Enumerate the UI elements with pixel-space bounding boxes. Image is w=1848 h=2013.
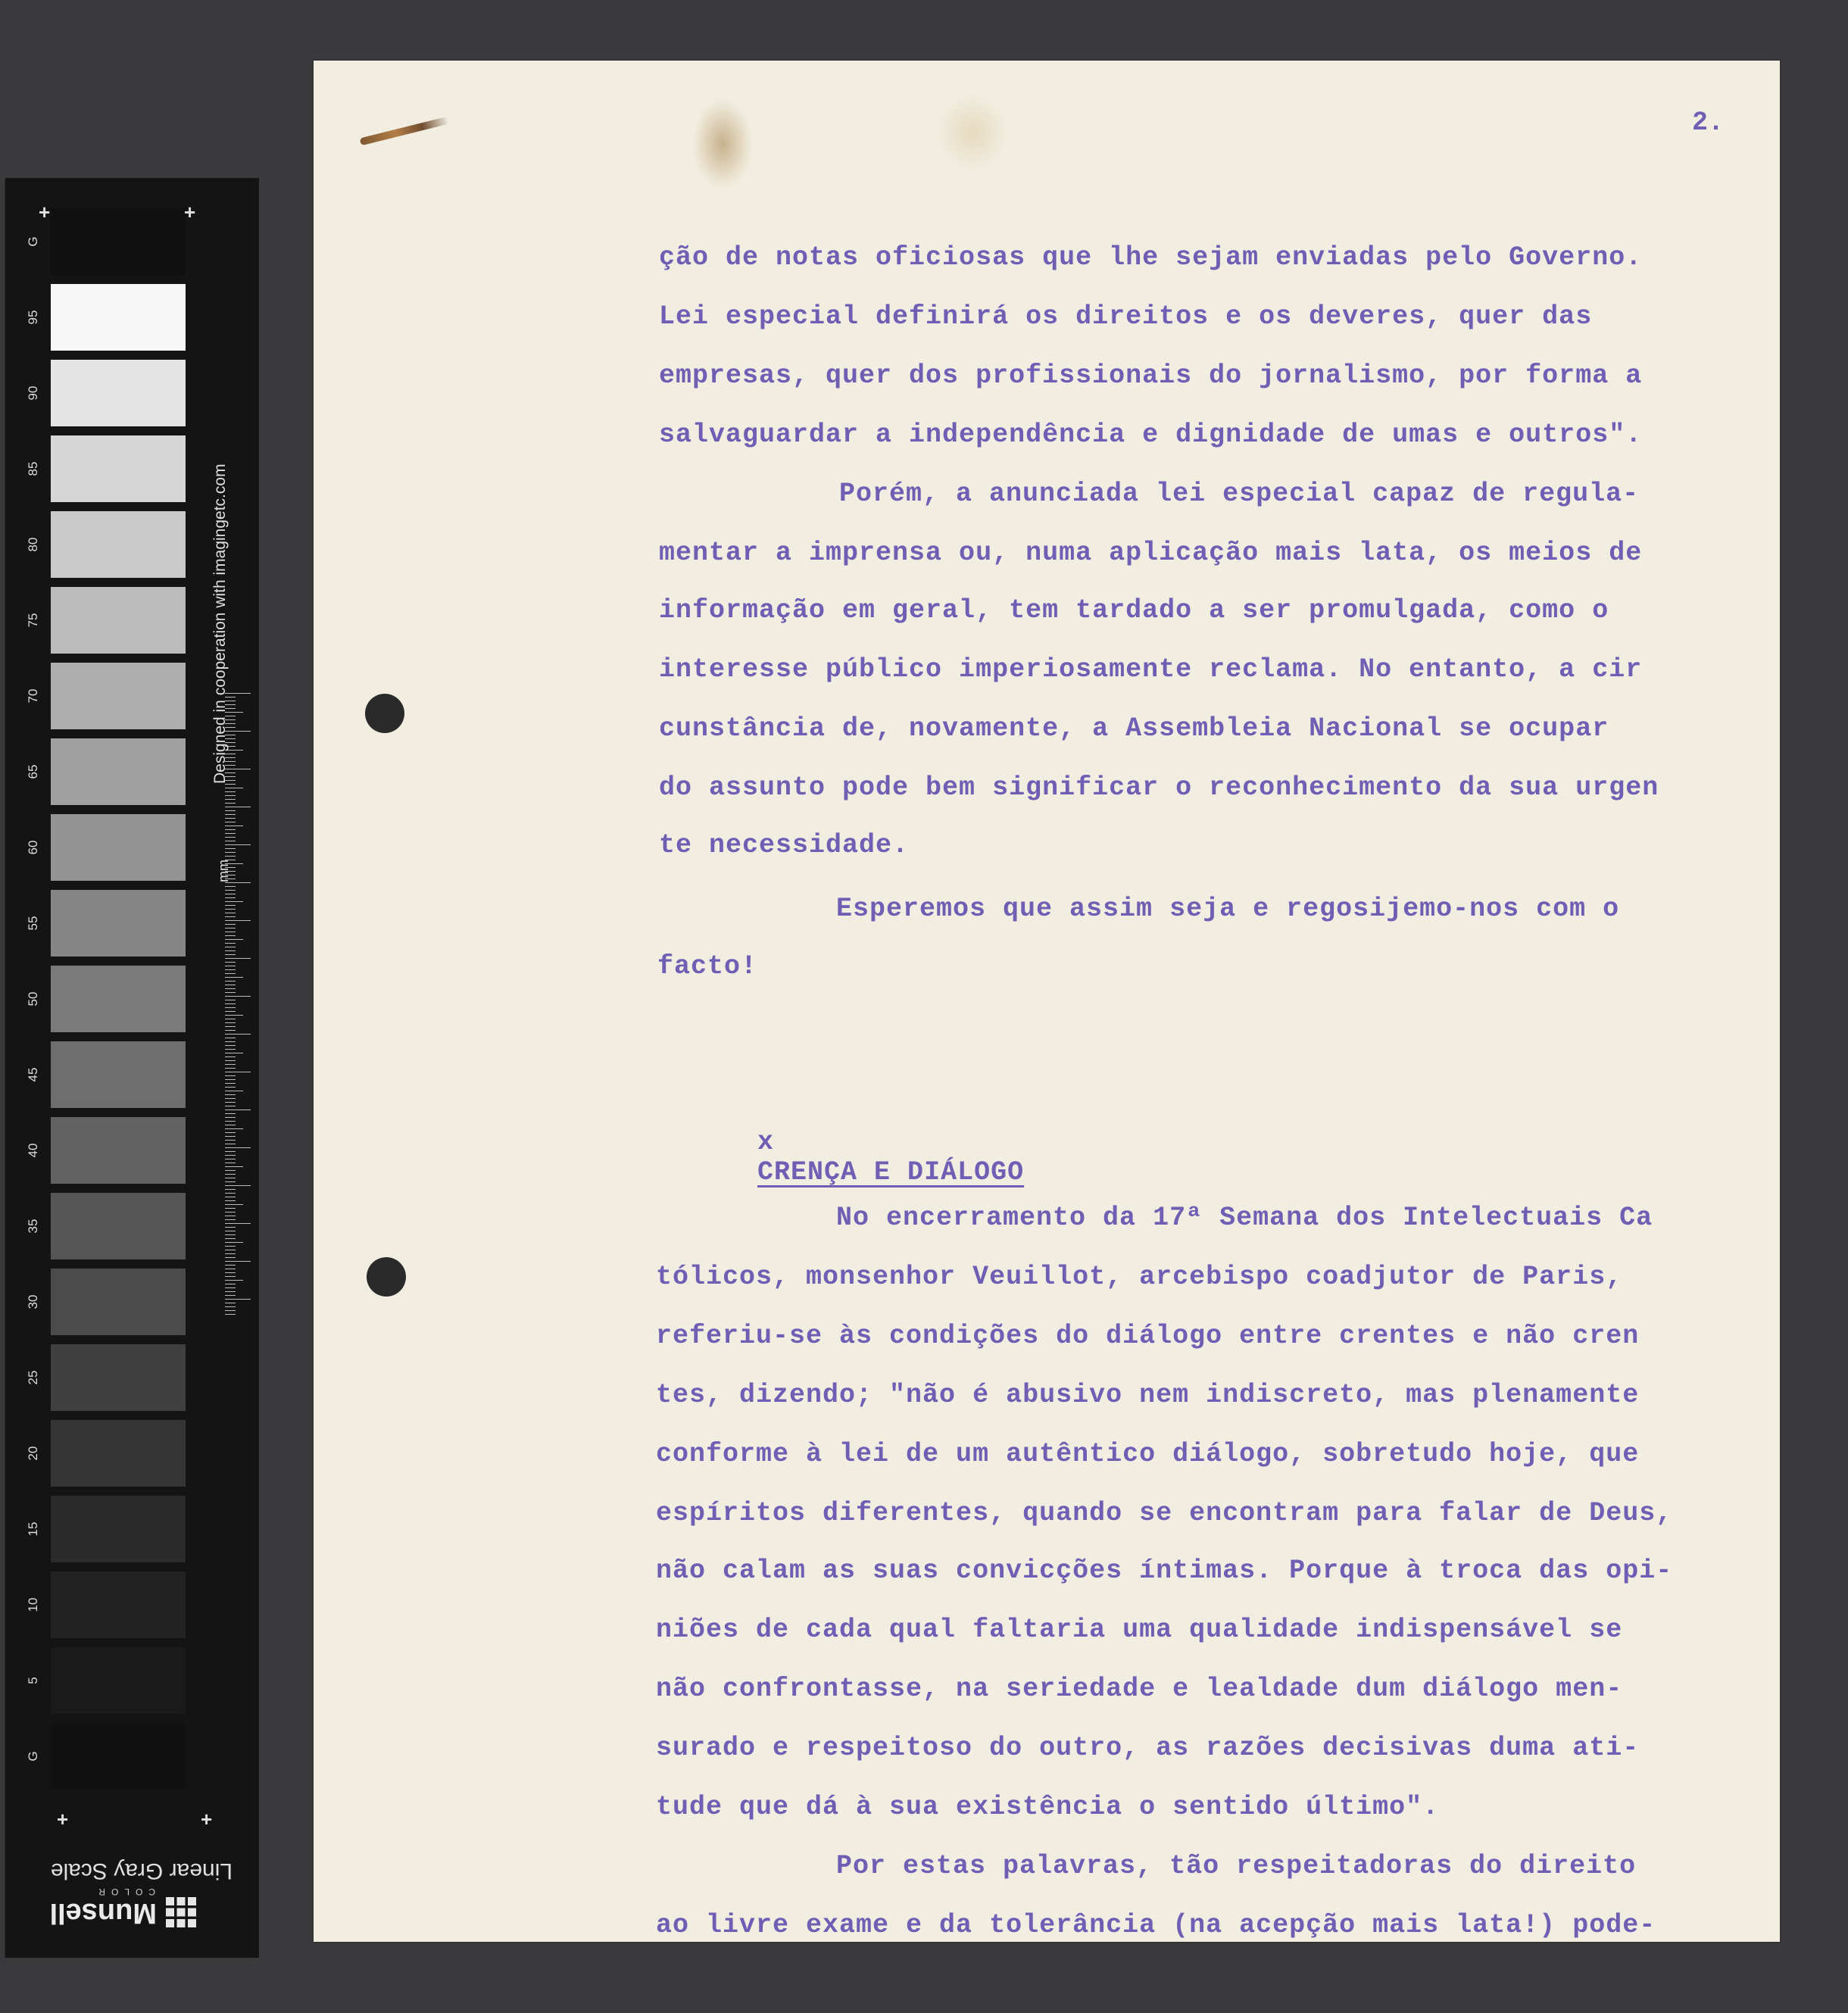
ruler-tick [225,886,236,887]
text-line: tes, dizendo; "não é abusivo nem indiscreto, mas plenamente [656,1380,1640,1410]
plus-mark: + [184,201,196,223]
brand-subtitle: COLOR [92,1887,155,1897]
ruler-tick [225,1287,236,1288]
ruler-tick [225,818,236,819]
heading-marker: x [757,1127,775,1157]
gray-swatch [51,511,186,578]
ruler-tick [225,890,236,891]
scale-title: Linear Gray Scale [50,1859,233,1883]
ruler-tick [225,905,236,906]
scale-number: 85 [26,461,40,476]
ruler-tick [225,1234,236,1235]
mm-label: mm [216,860,231,882]
ruler-tick [225,958,251,959]
scale-number: G [26,236,40,247]
ruler-tick [225,833,236,834]
page-number: 2. [1692,108,1725,138]
ruler-tick [225,977,243,978]
ruler-tick [225,1045,236,1046]
ruler-tick [225,992,236,993]
scale-number: 10 [26,1597,40,1612]
ruler-tick [225,814,236,815]
ruler-tick [225,1204,243,1205]
text-line: Esperemos que assim seja e regosijemo-nos com o [836,894,1620,924]
ruler-tick [225,1310,236,1311]
punch-hole [365,694,404,733]
scale-number: 20 [26,1446,40,1461]
scale-number: 40 [26,1143,40,1158]
plus-mark: + [39,201,51,223]
typed-page [314,61,1780,1942]
ruler-tick [225,1280,243,1281]
ruler-tick [225,848,236,849]
text-line: tólicos, monsenhor Veuillot, arcebispo coadjutor de Paris, [656,1262,1623,1292]
ruler-tick [225,1223,251,1224]
scale-number: 90 [26,385,40,401]
brand-name: Munsell [49,1897,157,1929]
gray-swatch [51,1117,186,1184]
designed-credit: Designed in cooperation with imagingetc.com [211,463,229,784]
ruler-tick [225,996,251,997]
ruler-tick [225,920,251,921]
ruler-tick [225,1151,236,1152]
ruler-tick [225,1026,236,1027]
stain [935,91,1010,174]
ruler-tick [225,943,236,944]
text-line: niões de cada qual faltaria uma qualidade indispensável se [656,1615,1623,1645]
burn-mark [360,117,450,146]
text-line: tude que dá à sua existência o sentido último". [656,1792,1440,1822]
ruler-tick [225,1200,236,1201]
scale-number: G [26,1751,40,1762]
scale-number: 5 [26,1677,40,1684]
ruler-tick [225,856,236,857]
gray-swatch [51,1647,186,1714]
gray-swatch [51,738,186,805]
ruler-tick [225,1132,236,1133]
ruler-tick [225,1193,236,1194]
scale-number: 75 [26,613,40,628]
ruler-tick [225,1219,236,1220]
ruler-tick [225,988,236,989]
gray-swatch [51,1420,186,1487]
ruler-tick [225,1166,243,1167]
ruler-tick [225,1155,236,1156]
ruler-tick [225,1109,251,1110]
gray-swatch [51,1571,186,1638]
text-line: ao livre exame e da tolerância (na acepção mais lata!) pode- [656,1910,1656,1940]
ruler-tick [225,1117,236,1118]
ruler-tick [225,1261,251,1262]
ruler-tick [225,810,236,811]
text-line: mentar a imprensa ou, numa aplicação mais lata, os meios de [659,538,1643,568]
gray-swatches [51,208,186,1799]
ruler-tick [225,1276,236,1277]
ruler-tick [225,1185,251,1186]
ruler-tick [225,803,236,804]
ruler-tick [225,829,236,830]
munsell-logo-icon [166,1897,196,1927]
text-line: surado e respeitoso do outro, as razões decisivas duma ati- [656,1733,1640,1763]
ruler-tick [225,1102,236,1103]
gray-swatch [51,1041,186,1108]
scale-number: 25 [26,1370,40,1385]
gray-swatch [51,208,186,275]
ruler-tick [225,1265,236,1266]
munsell-brand [20,1882,202,1935]
ruler-tick [225,1056,236,1057]
text-line: espíritos diferentes, quando se encontram para falar de Deus, [656,1498,1673,1528]
ruler-tick [225,909,236,910]
text-line: salvaguardar a independência e dignidade de umas e outros". [659,420,1643,450]
ruler-tick [225,1253,236,1254]
ruler-tick [225,795,236,796]
ruler-tick [225,1113,236,1114]
ruler-tick [225,981,236,982]
scale-number: 35 [26,1219,40,1234]
scale-number: 45 [26,1067,40,1082]
text-line: Por estas palavras, tão respeitadoras do direito [836,1851,1637,1881]
ruler-tick [225,1003,236,1004]
text-line: conforme à lei de um autêntico diálogo, sobretudo hoje, que [656,1439,1640,1469]
ruler-tick [225,1098,236,1099]
section-heading-row [657,1097,1024,1218]
ruler-tick [225,1121,236,1122]
ruler-tick [225,969,236,970]
ruler-tick [225,1257,236,1258]
text-line: informação em geral, tem tardado a ser promulgada, como o [659,595,1609,626]
text-line: facto! [657,951,758,982]
ruler-tick [225,916,236,917]
ruler-tick [225,1030,236,1031]
scale-number: 95 [26,310,40,325]
ruler-tick [225,1034,251,1035]
ruler-tick [225,1295,236,1296]
text-line: Lei especial definirá os direitos e os deveres, quer das [659,301,1593,332]
text-line: interesse público imperiosamente reclama. No entanto, a cir [659,654,1643,685]
ruler-tick [225,1306,236,1307]
ruler-tick [225,1299,251,1300]
ruler-tick [225,1181,236,1182]
scale-number: 80 [26,537,40,552]
scale-number: 65 [26,764,40,779]
gray-swatch [51,1193,186,1259]
text-line: referiu-se às condições do diálogo entre crentes e não cren [656,1321,1640,1351]
text-line: No encerramento da 17ª Semana dos Intelectuais Ca [836,1203,1653,1233]
ruler-tick [225,1140,236,1141]
ruler-tick [225,1242,243,1243]
scale-number: 55 [26,916,40,931]
gray-swatch [51,663,186,729]
gray-swatch [51,1723,186,1790]
ruler-tick [225,1068,236,1069]
scale-number: 15 [26,1521,40,1537]
ruler-tick [225,1087,236,1088]
gray-swatch [51,284,186,351]
ruler-tick [225,1075,236,1076]
ruler-tick [225,1174,236,1175]
ruler-tick [225,799,236,800]
text-line: cunstância de, novamente, a Assembleia Nacional se ocupar [659,713,1609,744]
text-line: não calam as suas convicções íntimas. Porque à troca das opi- [656,1556,1673,1586]
scale-number: 60 [26,840,40,855]
ruler-tick [225,1007,236,1008]
gray-swatch [51,814,186,881]
text-line: empresas, quer dos profissionais do jornalismo, por forma a [659,360,1643,391]
ruler-tick [225,1094,236,1095]
scale-number: 30 [26,1294,40,1309]
ruler-tick [225,1064,236,1065]
gray-swatch [51,890,186,957]
ruler-tick [225,1022,236,1023]
ruler-tick [225,1136,236,1137]
text-line: Porém, a anunciada lei especial capaz de regula- [839,479,1640,509]
ruler-tick [225,1041,236,1042]
scale-number: 50 [26,991,40,1006]
ruler-tick [225,924,236,925]
stain [692,98,753,189]
text-line: te necessidade. [659,830,910,860]
ruler-tick [225,1227,236,1228]
ruler-tick [225,939,243,940]
ruler-tick [225,897,236,898]
gray-swatch [51,1344,186,1411]
ruler-tick [225,1291,236,1292]
gray-swatch [51,1269,186,1335]
ruler-tick [225,1170,236,1171]
punch-hole [367,1257,406,1297]
ruler-tick [225,784,236,785]
plus-mark: + [57,1808,69,1830]
ruler-tick [225,1128,243,1129]
ruler-tick [225,1272,236,1273]
section-heading: CRENÇA E DIÁLOGO [757,1157,1025,1188]
ruler-tick [225,950,236,951]
ruler-tick [225,791,236,792]
ruler-tick [225,844,251,845]
gray-swatch [51,966,186,1032]
gray-swatch [51,360,186,426]
ruler-tick [225,1011,236,1012]
ruler-tick [225,1246,236,1247]
plus-mark: + [201,1808,213,1830]
ruler-tick [225,1015,243,1016]
ruler-tick [225,837,236,838]
gray-swatch [51,435,186,502]
gray-swatch [51,1496,186,1562]
ruler-tick [225,882,251,883]
ruler-tick [225,935,236,936]
ruler-tick [225,1079,236,1080]
text-line: ção de notas oficiosas que lhe sejam enviadas pelo Governo. [659,242,1643,273]
text-line: do assunto pode bem significar o reconhecimento da sua urgen [659,772,1659,803]
ruler-tick [225,973,236,974]
ruler-tick [225,954,236,955]
ruler-tick [225,962,236,963]
ruler-tick [225,1208,236,1209]
ruler-tick [225,1147,251,1148]
ruler-tick [225,1189,236,1190]
ruler-tick [225,1083,236,1084]
ruler-tick [225,1049,236,1050]
ruler-tick [225,825,243,826]
ruler-tick [225,901,243,902]
text-line: não confrontasse, na seriedade e lealdade dum diálogo men- [656,1674,1623,1704]
gray-scale-card [5,178,259,1958]
scale-number: 70 [26,688,40,704]
ruler-tick [225,1060,236,1061]
gray-swatch [51,587,186,654]
ruler-tick [225,852,236,853]
ruler-tick [225,1238,236,1239]
ruler-tick [225,1314,236,1315]
